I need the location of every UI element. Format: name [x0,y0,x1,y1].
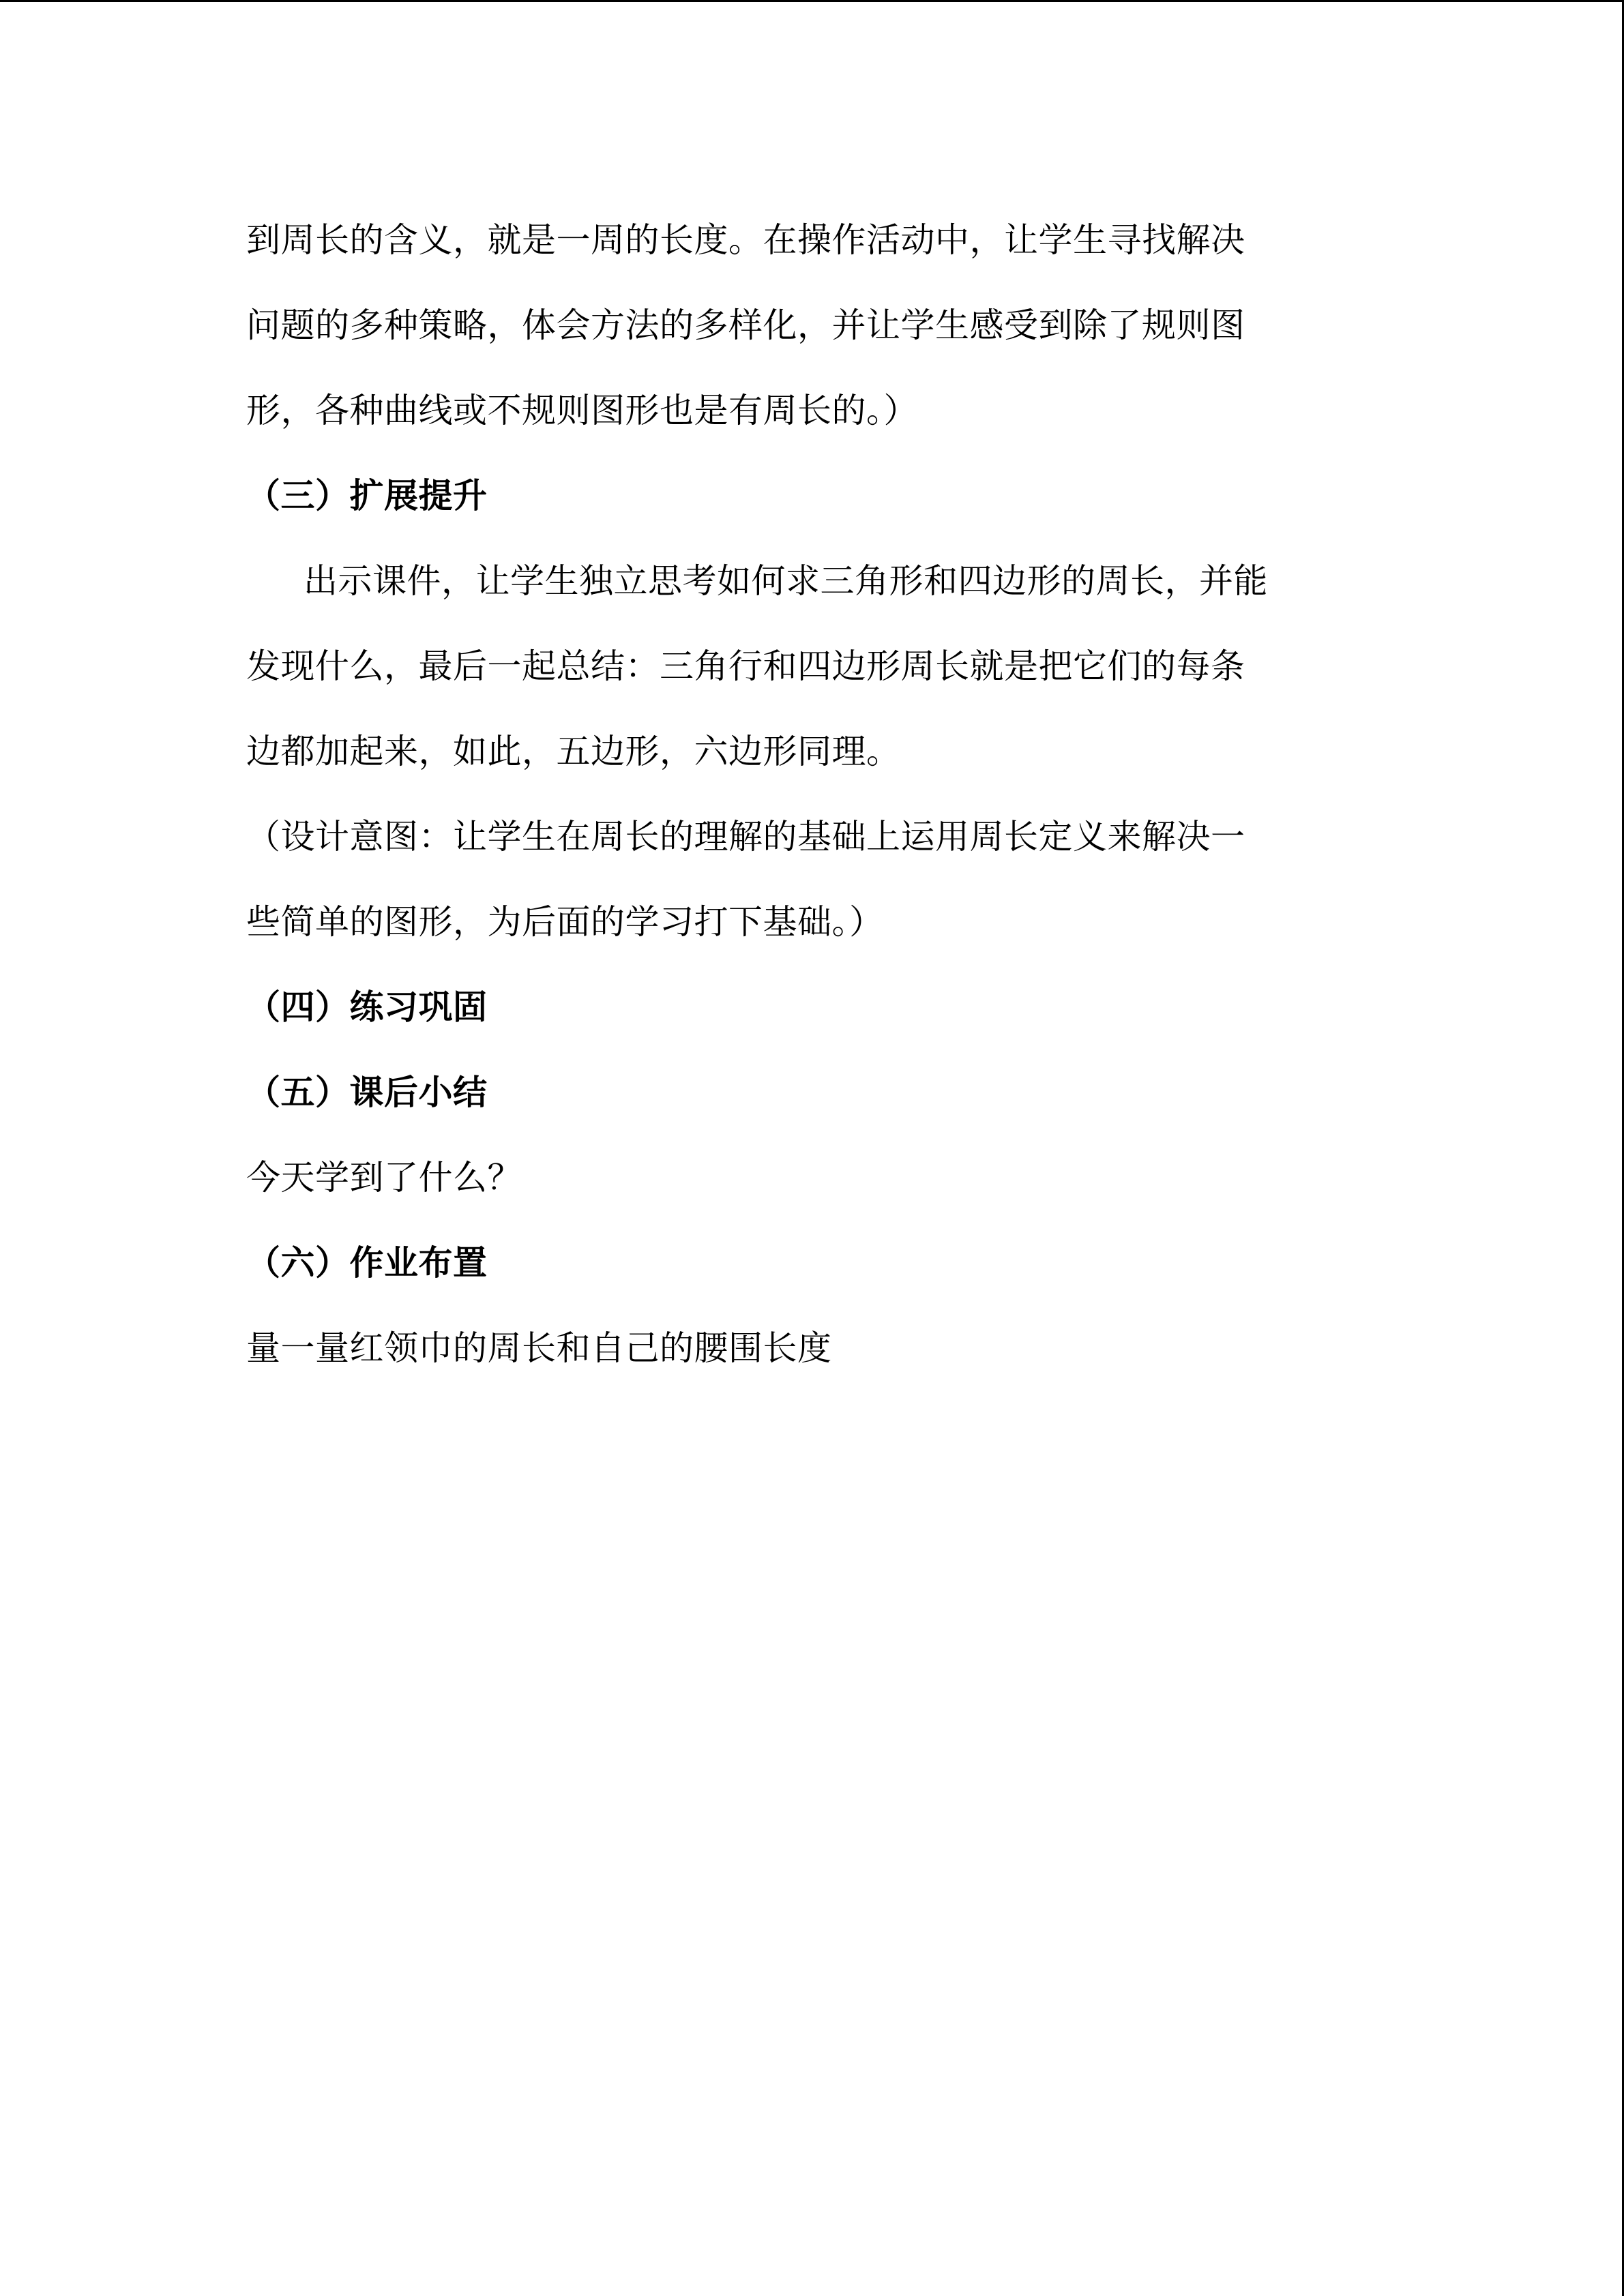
paragraph-line: 发现什么，最后一起总结：三角行和四边形周长就是把它们的每条 [246,646,1245,686]
section-heading-homework: （六）作业布置 [246,1242,488,1283]
paragraph-line: 些简单的图形，为后面的学习打下基础。） [246,902,884,942]
paragraph-line: （设计意图：让学生在周长的理解的基础上运用周长定义来解决一 [246,817,1245,856]
paragraph-line: 问题的多种策略，体会方法的多样化，并让学生感受到除了规则图 [246,305,1245,345]
paragraph-line: 到周长的含义，就是一周的长度。在操作活动中，让学生寻找解决 [246,220,1245,260]
section-heading-practice: （四）练习巩固 [246,987,488,1027]
paragraph-line: 量一量红领巾的周长和自己的腰围长度 [246,1328,832,1368]
paragraph-line: 出示课件，让学生独立思考如何求三角形和四边形的周长，并能 [304,561,1268,601]
section-heading-expand: （三）扩展提升 [246,475,488,516]
section-heading-summary: （五）课后小结 [246,1072,488,1112]
paragraph-line: 边都加起来，如此，五边形，六边形同理。 [246,732,901,771]
paragraph-line: 今天学到了什么？ [246,1158,522,1197]
paragraph-line: 形，各种曲线或不规则图形也是有周长的。） [246,391,918,430]
